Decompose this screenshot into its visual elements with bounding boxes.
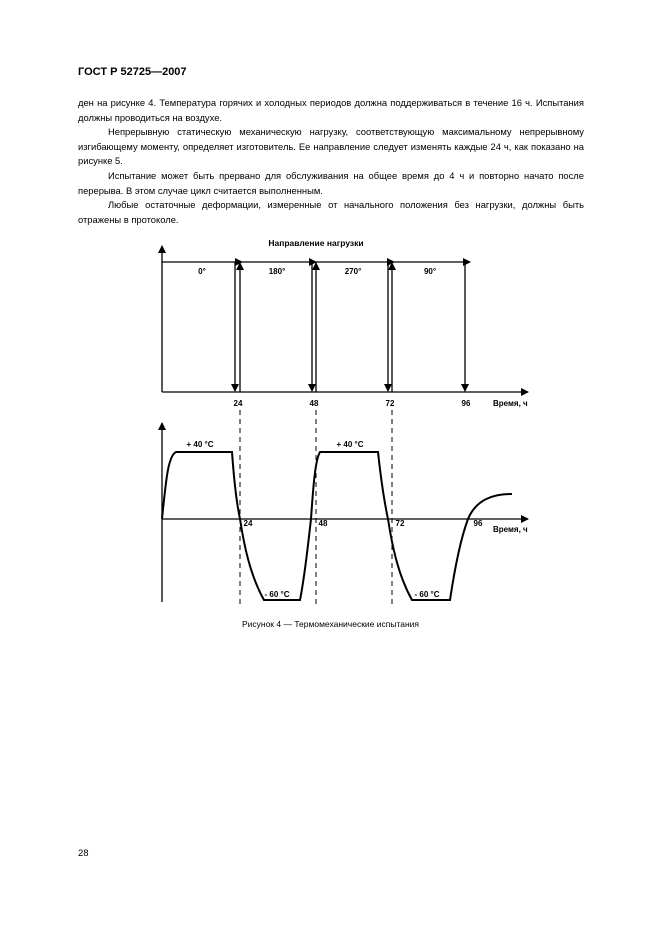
paragraph: Непрерывную статическую механическую нагрузку, соответствующую максимальному непрерывному изгибающему моменту, определяет изготовитель. Ее направление следует изменять каждые 24 ч, как показано на рисунке 5. — [78, 126, 584, 167]
document-header: ГОСТ Р 52725—2007 — [78, 66, 187, 78]
figure-caption: Рисунок 4 — Термомеханические испытания — [241, 619, 420, 629]
load-direction-title: Направление нагрузки — [268, 238, 364, 248]
angle-label: 180° — [268, 267, 286, 276]
thermomechanical-test-figure — [0, 230, 661, 610]
time-axis-label: Время, ч — [493, 399, 528, 408]
time-axis-label: Время, ч — [493, 525, 528, 534]
hot-temperature-label: + 40 °C — [186, 440, 214, 449]
angle-label: 90° — [423, 267, 437, 276]
page-number: 28 — [78, 848, 89, 859]
angle-label: 270° — [344, 267, 362, 276]
paragraph: Любые остаточные деформации, измеренные от начального положения без нагрузки, должны быть отражены в протоколе. — [78, 199, 584, 225]
time-tick-label: 48 — [309, 399, 319, 408]
cold-temperature-label: - 60 °C — [414, 590, 440, 599]
temperature-curve — [162, 452, 512, 600]
temperature-diagram — [162, 410, 528, 604]
time-tick-label: 72 — [385, 399, 395, 408]
time-tick-label: 96 — [473, 519, 483, 528]
paragraph: ден на рисунке 4. Температура горячих и холодных периодов должна поддерживаться в течение 16 ч. Испытания должны проводиться на воздухе. — [78, 97, 584, 123]
time-tick-label: 24 — [233, 399, 243, 408]
hot-temperature-label: + 40 °C — [336, 440, 364, 449]
time-tick-label: 48 — [318, 519, 328, 528]
body-text — [78, 96, 584, 227]
time-tick-label: 96 — [461, 399, 471, 408]
cold-temperature-label: - 60 °C — [264, 590, 290, 599]
angle-label: 0° — [198, 267, 206, 276]
paragraph: Испытание может быть прервано для обслуживания на общее время до 4 ч и повторно начато после перерыва. В этом случае цикл считается выполненным. — [78, 169, 584, 196]
time-tick-label: 24 — [243, 519, 253, 528]
time-tick-label: 72 — [395, 519, 405, 528]
load-direction-diagram — [162, 238, 528, 408]
